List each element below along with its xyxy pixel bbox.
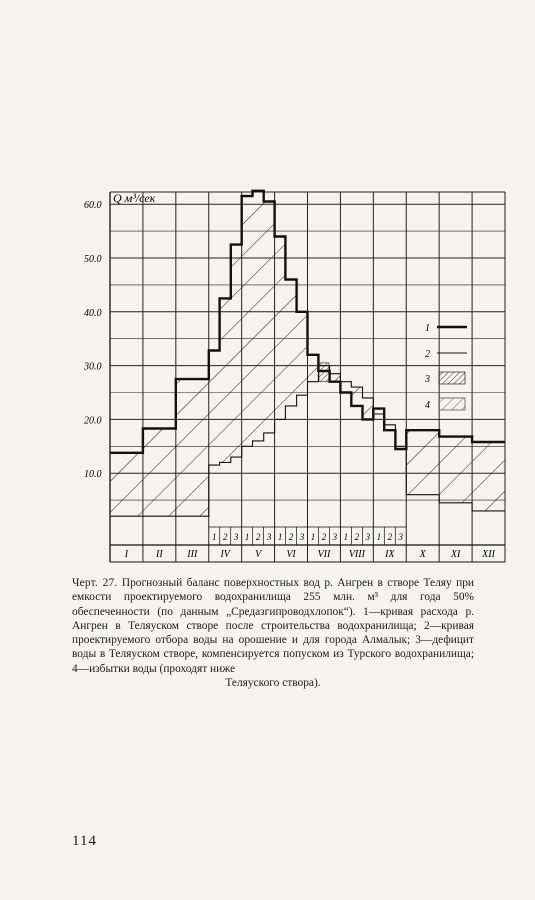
decade-label: 1: [277, 532, 283, 542]
page-number: 114: [72, 833, 97, 849]
legend-label: 3: [425, 374, 430, 385]
decade-label: 1: [211, 532, 217, 542]
legend-swatch-sparse: [439, 398, 465, 410]
month-label: III: [187, 549, 198, 560]
decade-label: 1: [244, 532, 250, 542]
decade-label: 2: [222, 532, 228, 542]
decade-label: 3: [233, 532, 239, 542]
caption-last-line: Теляуского створа).: [225, 677, 321, 690]
month-label: VI: [286, 549, 296, 560]
decade-label: 3: [332, 532, 338, 542]
decade-label: 2: [255, 532, 261, 542]
decade-label: 1: [310, 532, 316, 542]
month-label: X: [419, 549, 426, 560]
month-label: II: [156, 549, 163, 560]
decade-label: 3: [299, 532, 305, 542]
month-label: XI: [450, 549, 461, 560]
y-tick-label: 30.0: [84, 361, 102, 373]
y-axis-label: Q м³/сек: [113, 191, 156, 205]
decade-label: 3: [398, 532, 404, 542]
month-label: V: [255, 549, 262, 560]
y-tick-label: 40.0: [84, 307, 102, 319]
month-label: IV: [220, 549, 230, 560]
month-label: IX: [385, 549, 395, 560]
caption-number: Черт. 27.: [72, 577, 118, 589]
caption-text: Прогнозный баланс поверхностных вод р. Ангрен в створе Теляу при емкости проектируемого водохранилища 255 млн. м³ для года 50% обеспеченности (по данным „Средазгипроводхлопок“). 1—кривая расхода р. Ангрен в Теляуском створе после строительства водохранилища; 2—кривая проектируемого отбора воды на орошение и для города Алмалык; 3—дефицит воды в Теляуском створе, компенсируется попуском из Турского водохранилища; 4—избытки воды (проходят ниже: [72, 577, 474, 675]
decade-label: 3: [266, 532, 272, 542]
month-label: VII: [317, 549, 331, 560]
decade-label: 2: [354, 532, 360, 542]
decade-label: 1: [376, 532, 382, 542]
month-label: XII: [482, 549, 495, 560]
legend-swatch-dense: [439, 372, 465, 384]
decade-label: 2: [321, 532, 327, 542]
legend: [424, 323, 467, 411]
month-label: VIII: [348, 549, 365, 560]
y-tick-label: 10.0: [84, 469, 102, 481]
figure-caption: [72, 576, 474, 690]
legend-label: 1: [425, 323, 430, 334]
decade-label: 3: [365, 532, 371, 542]
y-tick-label: 20.0: [84, 415, 102, 427]
decade-label: 1: [343, 532, 349, 542]
legend-label: 2: [425, 349, 430, 360]
legend-label: 4: [425, 400, 430, 411]
month-label: I: [124, 549, 129, 560]
decade-label: 2: [288, 532, 294, 542]
y-tick-label: 60.0: [84, 200, 102, 212]
y-tick-label: 50.0: [84, 254, 102, 265]
decade-label: 2: [387, 532, 393, 542]
